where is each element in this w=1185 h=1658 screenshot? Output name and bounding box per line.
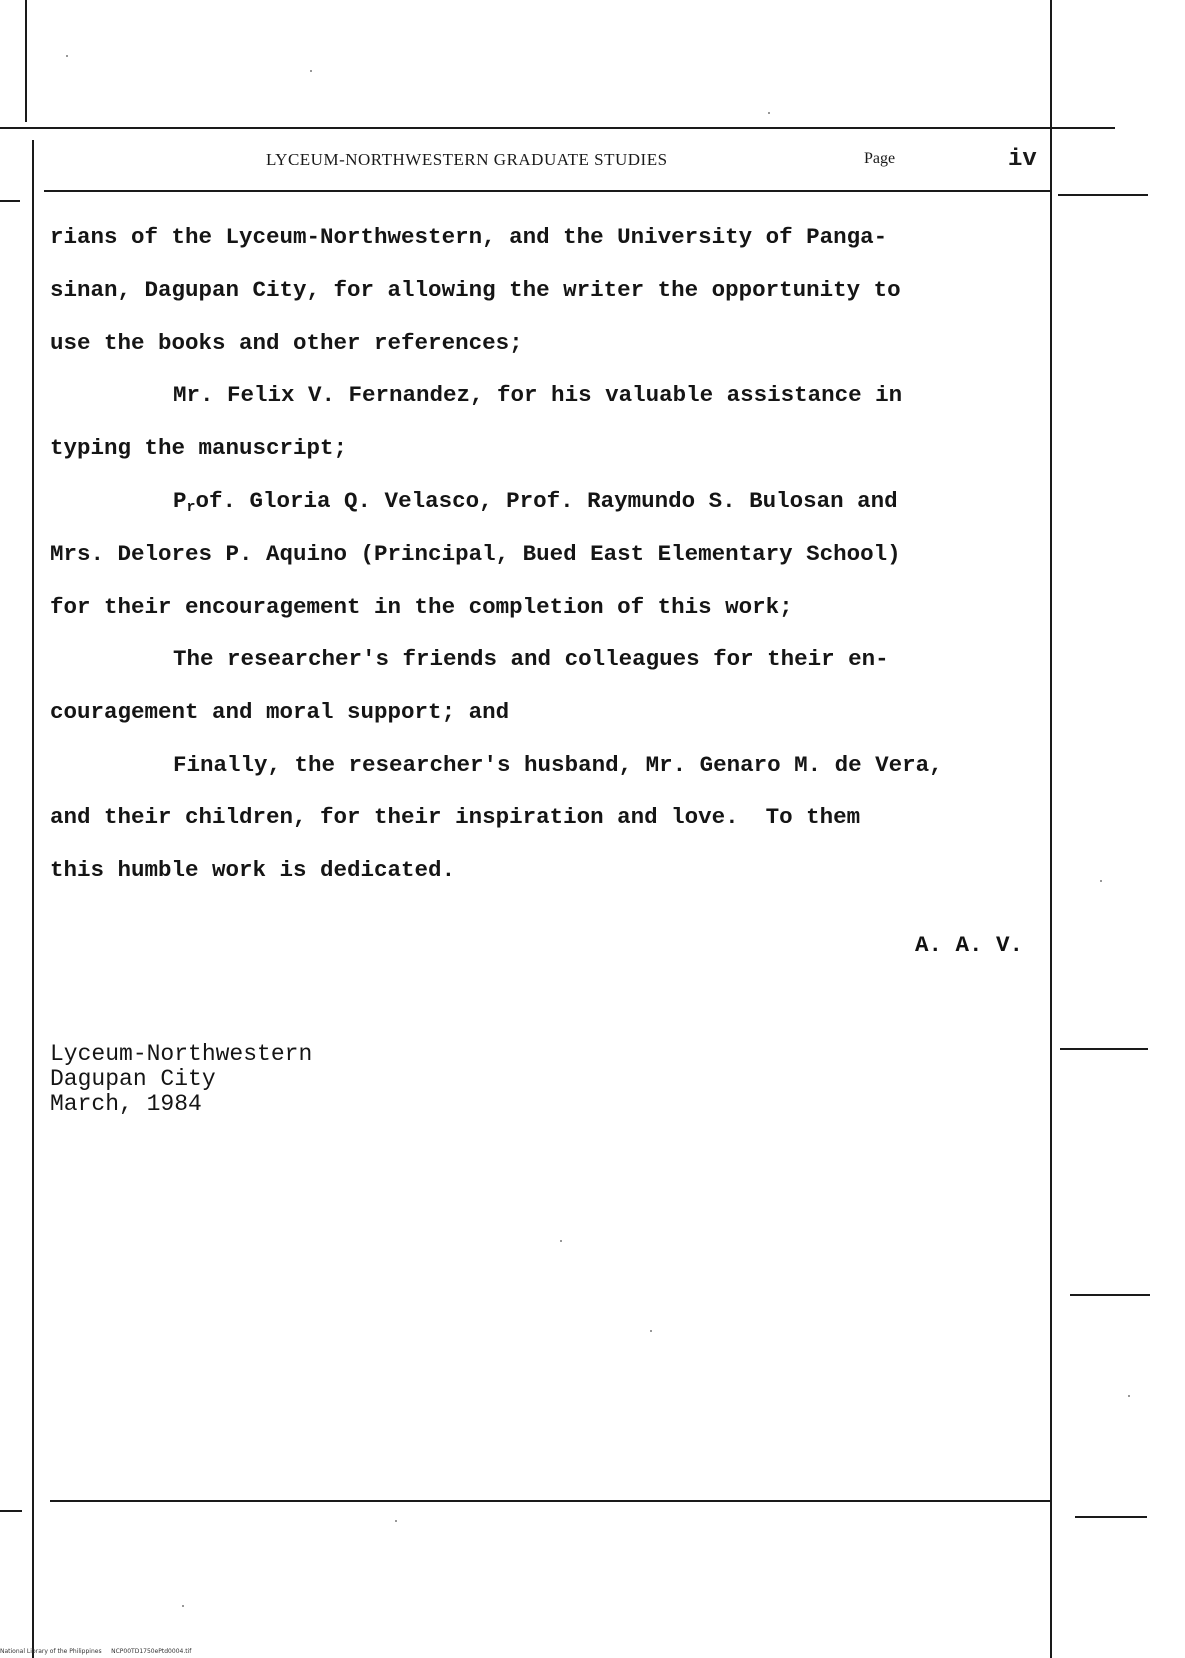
body-line: The researcher's friends and colleagues for their en- [173,646,889,672]
left-margin-line [32,140,34,1658]
body-line: rians of the Lyceum-Northwestern, and the University of Panga- [50,224,888,250]
page-number: iv [1008,146,1037,173]
scan-speck [768,112,770,114]
body-line: couragement and moral support; and [50,699,510,725]
right-tick-4 [1075,1516,1147,1518]
body-line: typing the manuscript; [50,435,348,461]
right-tick-2 [1060,1048,1148,1050]
right-margin-line [1050,0,1052,1658]
place-city: Dagupan City [50,1066,216,1092]
scan-speck [560,1240,562,1242]
signature-initials: A. A. V. [915,932,1024,958]
scan-footer-note: National Library of the Philippines NCP00TD1750ePtd0004.tif [0,1648,192,1655]
body-line: this humble work is dedicated. [50,857,456,883]
left-margin-line-top [25,0,27,122]
place-institution: Lyceum-Northwestern [50,1041,313,1067]
body-line-prof [173,490,898,515]
body-line: sinan, Dagupan City, for allowing the writer the opportunity to [50,277,901,303]
scan-speck [310,70,312,72]
left-tick-1 [0,200,20,202]
right-tick-1 [1058,194,1148,196]
body-line: Finally, the researcher's husband, Mr. Genaro M. de Vera, [173,752,943,778]
scan-speck [650,1330,652,1332]
place-date: March, 1984 [50,1091,202,1117]
body-line: and their children, for their inspiration and love. To them [50,804,861,830]
prof-rest: of. Gloria Q. Velasco, Prof. Raymundo S. Bulosan and [195,488,898,514]
top-rule [0,127,1115,129]
scan-speck [66,55,68,57]
left-tick-2 [0,1510,22,1512]
prof-r-subscript: r [186,499,196,516]
header-rule [44,190,1050,192]
body-line: use the books and other references; [50,330,523,356]
right-tick-3 [1070,1294,1150,1296]
body-line: for their encouragement in the completion of this work; [50,594,793,620]
scan-speck [182,1605,184,1607]
header-title: LYCEUM-NORTHWESTERN GRADUATE STUDIES [266,150,668,169]
bottom-rule [50,1500,1050,1502]
header-page-label: Page [864,150,896,167]
scan-speck [1100,880,1102,882]
scan-speck [1128,1395,1130,1397]
body-line: Mr. Felix V. Fernandez, for his valuable assistance in [173,382,903,408]
body-line: Mrs. Delores P. Aquino (Principal, Bued East Elementary School) [50,541,901,567]
prof-p: P [173,488,187,514]
scan-speck [395,1520,397,1522]
